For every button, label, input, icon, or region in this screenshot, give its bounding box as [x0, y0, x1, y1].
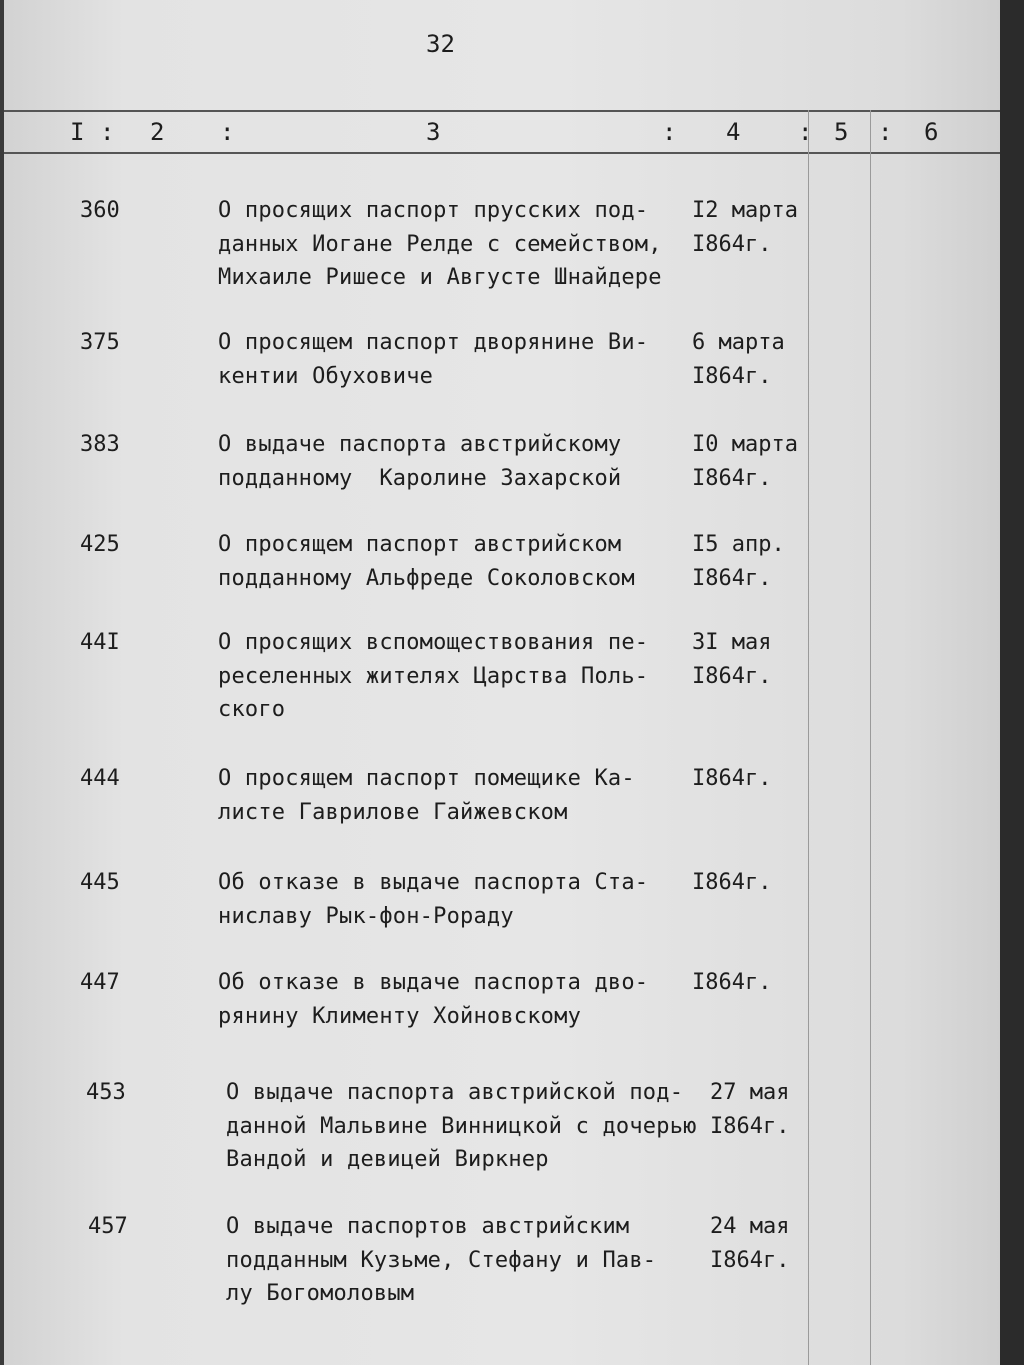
column-line — [870, 110, 871, 1365]
record-date: I864г. — [692, 766, 772, 791]
document-page — [4, 0, 1000, 1365]
record-date: 3I мая I864г. — [692, 630, 772, 689]
record-date: I864г. — [692, 870, 772, 895]
record-title: О просящем паспорт австрийском подданному Альфреде Соколовском — [218, 532, 635, 591]
col-sep: : — [662, 118, 677, 146]
record-number: 457 — [88, 1214, 128, 1239]
record-number: 360 — [80, 198, 120, 223]
record-title: О выдаче паспортов австрийским подданным Кузьме, Стефану и Пав- лу Богомоловым — [226, 1214, 657, 1306]
record-title: Об отказе в выдаче паспорта Ста- ниславу Рык-фон-Рораду — [218, 870, 649, 929]
header-rule-bottom — [4, 152, 1000, 154]
col-sep: : — [220, 118, 235, 146]
record-number: 445 — [80, 870, 120, 895]
col-head-6: 6 — [924, 118, 939, 146]
record-date: 6 марта I864г. — [692, 330, 785, 389]
record-date: I2 марта I864г. — [692, 198, 798, 257]
record-title: О выдаче паспорта австрийскому подданному Каролине Захарской — [218, 432, 622, 491]
record-date: I864г. — [692, 970, 772, 995]
record-number: 44I — [80, 630, 120, 655]
col-head-3: 3 — [426, 118, 441, 146]
col-head-4: 4 — [726, 118, 741, 146]
record-title: О просящих паспорт прусских под- данных Иогане Релде с семейством, Михаиле Ришесе и Августе Шнайдере — [218, 198, 662, 290]
record-title: О просящих вспомоществования пе- реселенных жителях Царства Поль- ского — [218, 630, 649, 722]
record-title: О просящем паспорт дворянине Ви- кентии Обуховиче — [218, 330, 649, 389]
record-number: 444 — [80, 766, 120, 791]
page-number: 32 — [426, 30, 455, 58]
record-number: 383 — [80, 432, 120, 457]
record-title: О просящем паспорт помещике Ка- листе Гаврилове Гайжевском — [218, 766, 635, 825]
record-title: Об отказе в выдаче паспорта дво- рянину Клименту Хойновскому — [218, 970, 649, 1029]
column-line — [808, 110, 809, 1365]
record-date: I0 марта I864г. — [692, 432, 798, 491]
record-number: 453 — [86, 1080, 126, 1105]
record-date: 27 мая I864г. — [710, 1080, 790, 1139]
col-head-1: I — [70, 118, 85, 146]
record-number: 425 — [80, 532, 120, 557]
column-headers — [4, 118, 1000, 152]
record-number: 447 — [80, 970, 120, 995]
col-head-2: 2 — [150, 118, 165, 146]
record-number: 375 — [80, 330, 120, 355]
record-date: 24 мая I864г. — [710, 1214, 790, 1273]
header-rule-top — [4, 110, 1000, 112]
dark-background-edge — [1000, 0, 1024, 1365]
record-date: I5 апр. I864г. — [692, 532, 785, 591]
col-head-5: 5 — [834, 118, 849, 146]
col-sep: : — [100, 118, 115, 146]
record-title: О выдаче паспорта австрийской под- данной Мальвине Винницкой с дочерью Вандой и девицей Виркнер — [226, 1080, 697, 1172]
col-sep: : — [798, 118, 813, 146]
col-sep: : — [878, 118, 893, 146]
